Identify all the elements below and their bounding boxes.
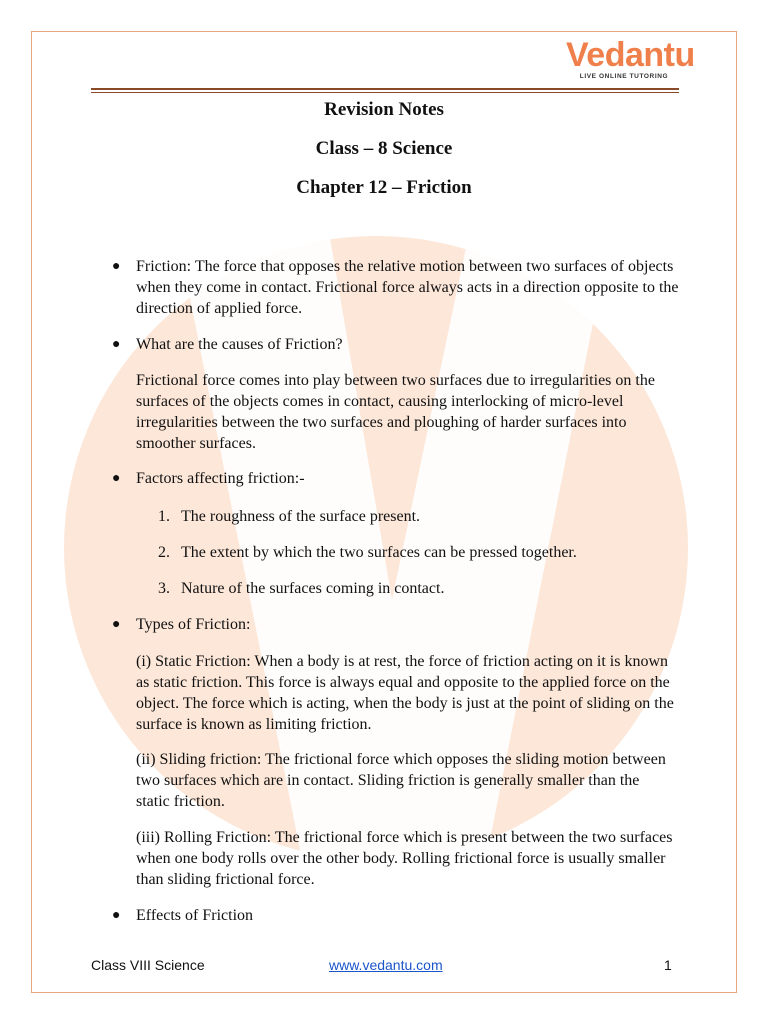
doc-title: Revision Notes	[324, 99, 444, 120]
factor-text: The roughness of the surface present.	[181, 508, 421, 525]
factor-number: 3.	[158, 580, 170, 597]
bullet-text: Types of Friction:	[136, 616, 251, 633]
doc-class: Class – 8 Science	[315, 138, 453, 159]
factor-text: The extent by which the two surfaces can be pressed together.	[181, 544, 577, 561]
logo-tagline: LIVE ONLINE TUTORING	[579, 73, 669, 80]
bullet-text: Effects of Friction	[136, 907, 254, 924]
factor-text: Nature of the surfaces coming in contact.	[181, 580, 445, 597]
header-rule-thin	[91, 92, 679, 93]
rolling-friction-paragraph: (iii) Rolling Friction: The frictional force which is present between the two surfaces when one body rolls over the other body. Rolling frictional force is usually smaller than sliding frictional force.	[136, 829, 673, 888]
bullet-text: What are the causes of Friction?	[136, 336, 343, 353]
sliding-friction-paragraph: (ii) Sliding friction: The frictional force which opposes the sliding motion between two surfaces which are in contact. Sliding friction is generally smaller than the static friction.	[136, 751, 666, 810]
vedantu-logo	[566, 36, 695, 86]
bullet-icon: ●	[112, 337, 121, 352]
footer-class-label: Class VIII Science	[91, 957, 205, 973]
bullet-text: Friction: The force that opposes the relative motion between two surfaces of objects when they come in contact. Frictional force always acts in a direction opposite to the direction of applied force.	[136, 258, 679, 317]
static-friction-paragraph: (i) Static Friction: When a body is at rest, the force of friction acting on it is known as static friction. This force is always equal and opposite to the applied force on the object. The force which is acting, when the body is just at the point of sliding on the surface is known as limiting friction.	[136, 653, 674, 733]
factor-number: 2.	[158, 544, 170, 561]
factor-item	[158, 578, 658, 599]
bullet-icon: ●	[112, 617, 121, 632]
footer-website-link[interactable]: www.vedantu.com	[329, 957, 443, 973]
logo-wordmark: Vedantu	[566, 36, 695, 74]
factor-item	[158, 506, 658, 527]
bullet-text: Factors affecting friction:-	[136, 470, 305, 487]
bullet-icon: ●	[112, 908, 121, 923]
bullet-icon: ●	[112, 259, 121, 274]
footer-page-number: 1	[664, 957, 672, 973]
factor-number: 1.	[158, 508, 170, 525]
header-rule	[91, 88, 679, 90]
bullet-icon: ●	[112, 471, 121, 486]
causes-paragraph: Frictional force comes into play between two surfaces due to irregularities on the surfaces of the objects comes in contact, causing interlocking of micro-level irregularities between the two surfaces and ploughing of harder surfaces into smoother surfaces.	[136, 372, 655, 452]
doc-chapter: Chapter 12 – Friction	[296, 177, 472, 198]
factor-item	[158, 542, 658, 563]
